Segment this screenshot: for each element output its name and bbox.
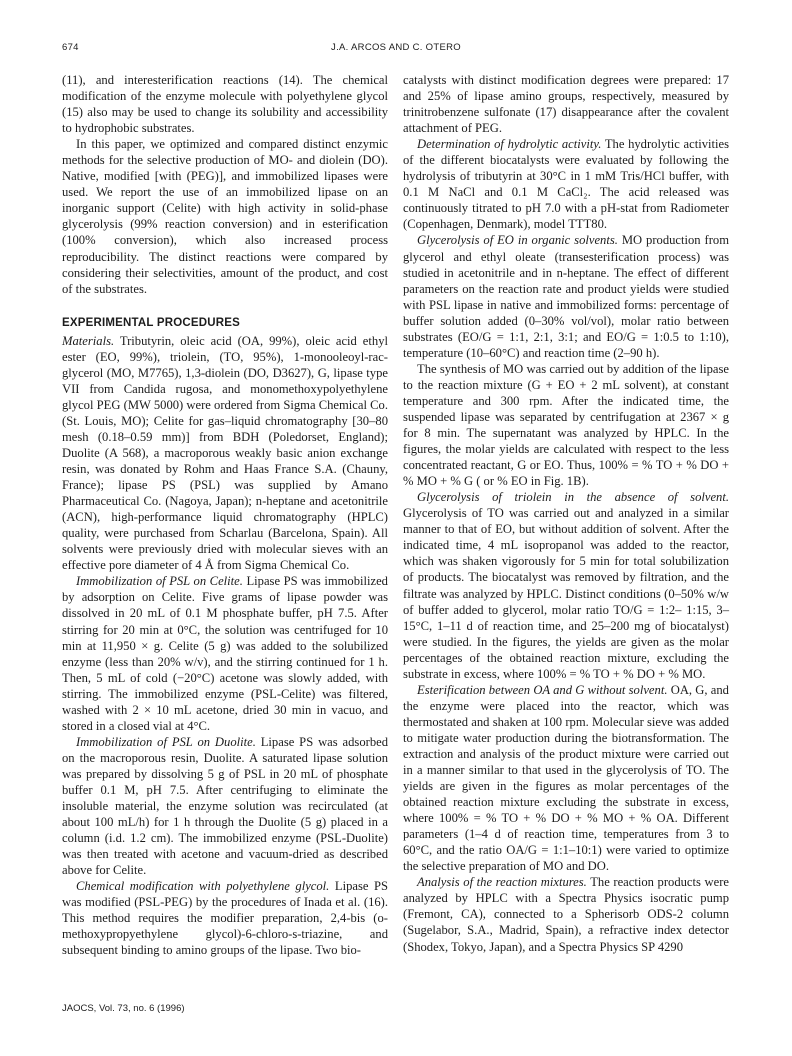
triolein-subheading: Glycerolysis of triolein in the absence of solvent.: [417, 490, 729, 505]
duolite-immobilization-paragraph: [62, 734, 388, 878]
materials-paragraph: [62, 333, 388, 574]
journal-citation-footer: JAOCS, Vol. 73, no. 6 (1996): [62, 1003, 185, 1014]
peg-continuation-paragraph: catalysts with distinct modification degrees were prepared: 17 and 25% of lipase amino groups, respectively, measured by trinitrobenzene sulfonate (17) disappearance after the covalent attachment of PEG.: [403, 73, 729, 136]
glycerolysis-triolein-paragraph: [403, 489, 729, 682]
hydrolytic-text: The hydrolytic activities of the different biocatalysts were evaluated by following the hydrolysis of tributyrin at 30°C in 1 mM Tris/HCl buffer, with 0.1 M NaCl and 0.1 M CaCl₂. The acid released was continuously titrated to pH 7.0 with a pH-stat from Radiometer (Copenhagen, Denmark), model TTT80.: [403, 137, 729, 232]
mo-synthesis-paragraph: The synthesis of MO was carried out by addition of the lipase to the reaction mixture (G + EO + 2 mL solvent), at constant temperature and 300 rpm. After the indicated time, the suspended lipase was separated by centrifugation at 2367 × g for 8 min. The supernatant was analyzed by HPLC. In the figures, the molar yields are calculated with respect to the less concentrated reactant, G or EO. Thus, 100% = % TO + % DO + % MO + % G ( or % EO in Fig. 1B).: [403, 361, 729, 489]
running-title: J.A. ARCOS AND C. OTERO: [331, 42, 461, 53]
right-column: [403, 72, 729, 955]
materials-subheading: Materials.: [62, 333, 115, 348]
peg-subheading: Chemical modification with polyethylene glycol.: [76, 879, 330, 894]
glycerolysis-text: MO production from glycerol and ethyl oleate (transesterification process) was studied in acetonitrile and in n-heptane. The effect of different parameters on the reaction rate and product yields were studied with PSL lipase in native and immobilized forms: percentage of buffer solution added (0–30% vol/vol), molar ratio between substrates (EO/G = 1:1, 2:1, 3:1; and EO/G = 1:0.5 to 1:10), temperature (10–60°C) and reaction time (2–90 h).: [403, 233, 730, 360]
analysis-paragraph: [403, 874, 729, 954]
duolite-text: Lipase PS was adsorbed on the macroporous resin, Duolite. A saturated lipase solution was prepared by dissolving 5 g of PSL in 20 mL of phosphate buffer 0.1 M, pH 7.5. After centrifuging to eliminate the insoluble material, the enzyme solution was recirculated (at about 100 mL/h) for 1 h through the Duolite (5 g) placed in a column (i.d. 1.2 cm). The immobilized enzyme (PSL-Duolite) was then treated with acetone and vacuum-dried as described above for Celite.: [62, 734, 388, 878]
hydrolytic-activity-paragraph: [403, 136, 729, 232]
celite-subheading: Immobilization of PSL on Celite.: [76, 574, 243, 589]
peg-text: Lipase PS was modified (PSL-PEG) by the procedures of Inada et al. (16). This method requires the modifier preparation, 2,4-bis (o-methoxypropyethylene glycol)-6-chloro-s-triazine, and subsequent binding to amino groups of the lipase. Two bio-: [62, 879, 388, 958]
esterification-paragraph: [403, 682, 729, 875]
glycerolysis-subheading: Glycerolysis of EO in organic solvents.: [417, 233, 618, 248]
materials-text: Tributyrin, oleic acid (OA, 99%), oleic acid ethyl ester (EO, 99%), triolein, (TO, 95%), 1-monooleoyl-rac-glycerol (MO, M7765), 1,3-diolein (DO, D3627), G, lipase type VII from Candida rugosa, and monomethoxypolyethylene glycol PEG (MW 5000) were ordered from Sigma Chemical Co. (St. Louis, MO); Celite for gas–liquid chromatography [30–80 mesh (0.18–0.59 mm)] from BDH (Poledorset, England); Duolite (A 568), a macroporous weakly basic anion exchange resin, was donated by Rohm and Haas France S.A. (Chauny, France); lipase PS (PSL) was supplied by Amano Pharmaceutical Co. (Nagoya, Japan); n-heptane and acetonitrile (ACN), high-performance liquid chromatography (HPLC) quality, were purchased from Scharlau (Barcelona, Spain). All solvents were previously dried with molecular sieves with an effective pore diameter of 4 Å from Sigma Chemical Co.: [62, 333, 388, 573]
analysis-text: The reaction products were analyzed by HPLC with a Spectra Physics isocratic pump (Fremont, CA), connected to a Spherisorb ODS-2 column (Sugelabor, S.A., Madrid, Spain), a refractive index detector (Shodex, Tokyo, Japan), and a Spectra Physics SP 4290: [403, 875, 729, 954]
section-heading: EXPERIMENTAL PROCEDURES: [62, 316, 240, 329]
esterification-text: OA, G, and the enzyme were placed into the reactor, which was thermostated and shaken at 100 rpm. Molecular sieve was added to mitigate water production during the biotransformation. The extraction and analysis of the product mixture were carried out in a manner similar to that used in the glycerolysis of TO. The yields are given in the figures as molar percentages of the obtained reaction mixture excluding the substrate in excess, where 100% = % TO + % DO + % MO + % OA. Different parameters (1–4 d of reaction time, temperatures from 3 to 60°C, and the ratio OA/G = 1:1–10:1) were varied to optimize the selective preparation of MO and DO.: [403, 682, 729, 874]
glycerolysis-eo-paragraph: [403, 232, 729, 360]
hydrolytic-subheading: Determination of hydrolytic activity.: [417, 137, 602, 152]
intro-aims-paragraph: In this paper, we optimized and compared distinct enzymic methods for the selective production of MO- and diolein (DO). Native, modified [with (PEG)], and immobilized lipases were used. We report the use of an immobilized lipase on an inorganic support (Celite) with high activity in solid-phase glycerolysis (99% reaction conversion) and in esterification (100% conversion), which also increased process reproducibility. The distinct reactions were compared by considering their selectivities, amount of the product, and cost of the substrates.: [62, 137, 388, 296]
celite-text: Lipase PS was immobilized by adsorption on Celite. Five grams of lipase powder was dissolved in 20 mL of 0.1 M phosphate buffer, pH 7.5. After stirring for 20 min at 0°C, the solution was centrifuged for 10 min at 11,950 × g. Celite (5 g) was added to the solubilized enzyme (less than 20% w/v), and the stirring continued for 1 h. Then, 5 mL of cold (−20°C) acetone was slowly added, with stirring. The immobilized enzyme (PSL-Celite) was filtered, washed with 2 × 10 mL acetone, dried 30 min in vacuo, and stored in a closed vial at 4°C.: [62, 574, 388, 733]
triolein-text: Glycerolysis of TO was carried out and analyzed in a similar manner to that of EO, but without addition of solvent. After the indicated time, 4 mL isopropanol was added to the reactor, which was shaken vigorously for 5 min for total solubilization of products. The biocatalyst was removed by filtration, and the filtrate was analyzed by HPLC. Distinct conditions (0–50% w/w of buffer added to glycerol, molar ratio TO/G = 1:2– 1:15, 3–15°C, 1–11 d of reaction time, and 25–200 mg of biocatalyst) were studied. In the figures, the yields are given as the molar percentages of the obtained reaction mixture, excluding the substrate in excess, where 100% = % TO + % DO + % MO.: [403, 506, 729, 681]
running-header: [62, 42, 730, 56]
analysis-subheading: Analysis of the reaction mixtures.: [417, 875, 587, 890]
celite-immobilization-paragraph: [62, 573, 388, 733]
left-column: [62, 72, 388, 958]
page-number: 674: [62, 42, 79, 53]
intro-continuation-paragraph: (11), and interesterification reactions (14). The chemical modification of the enzyme molecule with polyethylene glycol (15) also may be used to change its solubility and accessibility to hydrophobic substrates.: [62, 73, 388, 136]
peg-modification-paragraph: [62, 878, 388, 958]
esterification-subheading: Esterification between OA and G without solvent.: [417, 682, 668, 697]
duolite-subheading: Immobilization of PSL on Duolite.: [76, 734, 256, 749]
